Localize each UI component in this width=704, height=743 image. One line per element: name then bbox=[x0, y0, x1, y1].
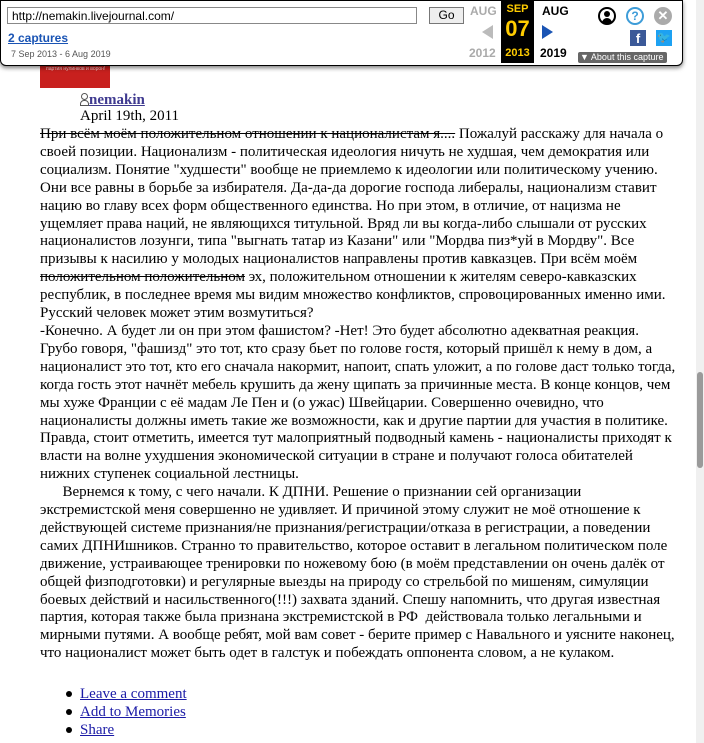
current-day: 07 bbox=[505, 16, 530, 41]
entry-actions bbox=[80, 685, 187, 739]
entry-text-part: Пожалуй расскажу для начала о своей позиции. Национализм - политическая идеология ничуть не худшая, чем демократия или социализм. Понятие "худшести" вообще не приемлемо к идеологии или политическому учению. Они все равны в борьбе за избирателя. Да-да-да дорогие господа либералы, национализм ставит нацию во главу всех форм общественного единства. Но при этом, в отличие, от нацизма не ущемляет права наций, не являющихся титульной. Вряд ли вы когда-либо слышали от русских националистов лозунги, типа "выгнать татар из Казани" или "Мордва пиз*уй в Мордву". Все призывы к насилию у молодых националистов направлены против кавказцев. При всём моём bbox=[40, 126, 664, 268]
current-capture-date bbox=[501, 1, 534, 63]
wayback-toolbar bbox=[0, 0, 683, 66]
next-capture-arrow-icon[interactable] bbox=[542, 25, 553, 39]
strikethrough-mid: положительном положительном bbox=[40, 269, 245, 286]
share-link[interactable]: Share bbox=[80, 722, 115, 738]
entry-text bbox=[40, 126, 680, 663]
action-item bbox=[80, 685, 187, 703]
entry-paragraph: -Конечно. А будет ли он при этом фашистом? -Нет! Это будет абсолютно адекватная реакция. Грубо говоря, "фашизд" это тот, кто сразу бьет по голове гостя, который пришёл к нему в дом, а националист это тот, кто его сначала накормит, напоит, спать уложит, а по голове даст только тогда, когда гость этот начнёт мебель крушить да жену щипать за причинные места. В конце концов, чем мы хуже Франции с её мадам Ле Пен и (о ужас) Швейцарии. Совершенно очевидно, что националисты должны иметь такие же возможности, как и другие партии для участия в политике. Правда, стоит отметить, имеется тут малоприятный подводный камень - националисты приходят к власти на волне ухудшения экономической ситуации в стране и получают голоса обитателей нижних ступенек социальной лестницы. bbox=[40, 322, 676, 483]
strikethrough-intro: При всём моём положительном отношении к националистам я.... bbox=[40, 126, 456, 142]
capture-date-range: 7 Sep 2013 - 6 Aug 2019 bbox=[11, 49, 111, 59]
current-month: SEP bbox=[506, 3, 529, 15]
go-button[interactable]: Go bbox=[429, 7, 464, 24]
prev-year[interactable]: 2012 bbox=[469, 46, 496, 60]
poster bbox=[80, 92, 145, 109]
captures-link[interactable]: 2 captures bbox=[8, 31, 69, 45]
prev-month[interactable]: AUG bbox=[470, 4, 497, 18]
username-link[interactable]: nemakin bbox=[89, 92, 145, 108]
userinfo-icon[interactable] bbox=[80, 93, 88, 105]
leave-comment-link[interactable]: Leave a comment bbox=[80, 686, 187, 702]
action-item bbox=[80, 721, 187, 739]
scrollbar[interactable] bbox=[696, 0, 704, 743]
entry-text-part: эх, положительном отношении к жителям северо-кавказских республик, в последнее время мы видим множество конфликтов, спровоцированных именно ими. Русский человек может этим возмутиться? bbox=[40, 269, 666, 322]
about-capture-dropdown[interactable]: ▼ About this capture bbox=[578, 52, 667, 63]
next-month[interactable]: AUG bbox=[542, 4, 569, 18]
prev-capture-arrow-icon[interactable] bbox=[482, 25, 493, 39]
entry-paragraph: Вернемся к тому, с чего начали. К ДПНИ. Решение о признании сей организации экстремистской меня совершенно не удивляет. И причиной этому служит не моё отношение к действующей системе признания/не признания/регистрации/отказа в регистрации, а поведении самих ДПНИшников. Странно то правительство, которое оставит в легальном политическом поле движение, устраивающее тренировки по ножевому бою (в моём представлении он очень далёк от общей физподготовки) и регулярные выезды на природу со стрельбой по мишеням, симуляции боевых действий и насильственного(!!!) захвата зданий. Спешу напомнить, что другая известная партия, которая также была признана экстремистской в РФ действовала только легальными и мирными путями. А вообще ребят, мой вам совет - берите пример с Навального и уясните наконец, что националист может быть одет в галстук и побеждать оппонента словом, а не кулаком. bbox=[40, 484, 679, 662]
current-year: 2013 bbox=[505, 47, 530, 59]
header-image-text: партия нулинков и ворон! bbox=[46, 66, 106, 72]
url-input[interactable] bbox=[7, 7, 417, 24]
next-year[interactable]: 2019 bbox=[540, 46, 567, 60]
user-icon[interactable] bbox=[598, 7, 616, 25]
scrollbar-thumb[interactable] bbox=[697, 372, 703, 468]
twitter-icon[interactable]: 🐦 bbox=[657, 32, 671, 44]
action-item bbox=[80, 703, 187, 721]
post-date: April 19th, 2011 bbox=[80, 108, 180, 124]
close-icon[interactable]: ✕ bbox=[654, 7, 672, 25]
help-icon[interactable]: ? bbox=[626, 7, 644, 25]
facebook-icon[interactable]: f bbox=[630, 30, 646, 46]
entry-paragraph bbox=[40, 126, 680, 323]
add-to-memories-link[interactable]: Add to Memories bbox=[80, 704, 186, 720]
about-capture-label: About this capture bbox=[590, 52, 664, 62]
